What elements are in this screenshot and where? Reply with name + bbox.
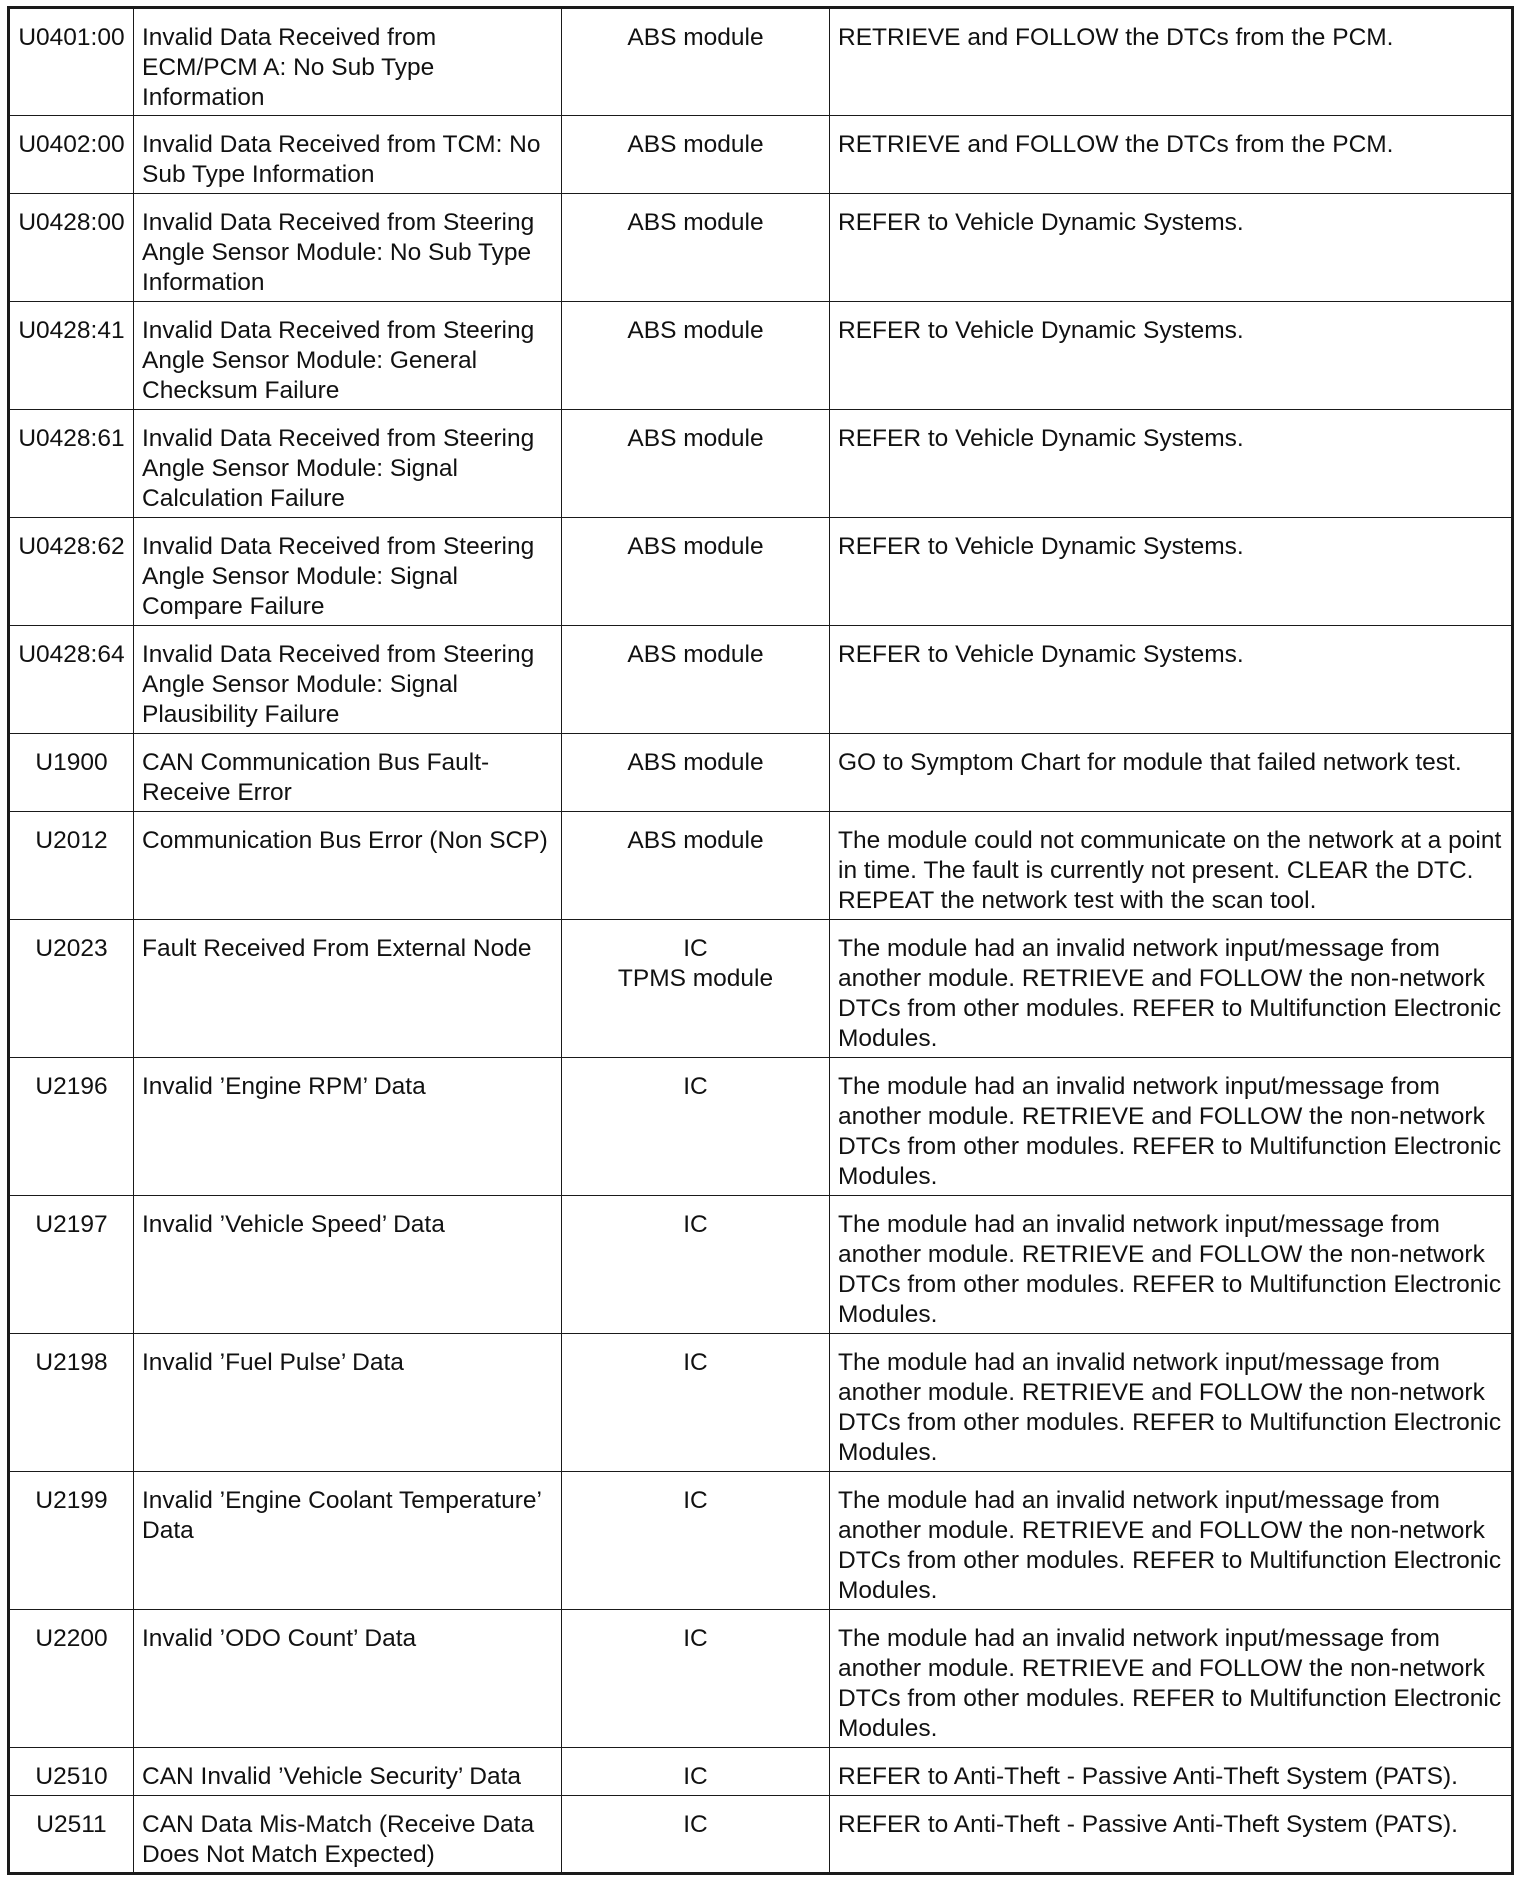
dtc-code: U2023 [9,920,134,1058]
dtc-code: U0428:62 [9,518,134,626]
dtc-description: Invalid Data Received from ECM/PCM A: No Sub Type Information [134,8,562,116]
dtc-code: U2511 [9,1796,134,1874]
dtc-module [562,194,830,302]
table-row [9,1796,1513,1874]
module-name: ABS module [627,749,764,776]
module-name: IC [683,1073,708,1100]
dtc-action: REFER to Vehicle Dynamic Systems. [830,410,1513,518]
dtc-module [562,812,830,920]
dtc-description: Invalid Data Received from Steering Angle Sensor Module: General Checksum Failure [134,302,562,410]
module-name: IC [683,1811,708,1838]
dtc-module [562,8,830,116]
module-name: TPMS module [617,965,774,992]
dtc-module [562,734,830,812]
dtc-description: CAN Data Mis-Match (Receive Data Does Not Match Expected) [134,1796,562,1874]
dtc-table [7,6,1514,1875]
dtc-description: Invalid Data Received from Steering Angle Sensor Module: Signal Plausibility Failure [134,626,562,734]
dtc-action: The module had an invalid network input/message from another module. RETRIEVE and FOLLOW the non-network DTCs from other modules. REFER to Multifunction Electronic Modules. [830,1610,1513,1748]
dtc-action: The module had an invalid network input/message from another module. RETRIEVE and FOLLOW the non-network DTCs from other modules. REFER to Multifunction Electronic Modules. [830,1472,1513,1610]
table-row [9,626,1513,734]
dtc-table-body [9,8,1513,1874]
module-name: ABS module [627,533,764,560]
dtc-code: U0428:41 [9,302,134,410]
dtc-action: The module had an invalid network input/message from another module. RETRIEVE and FOLLOW the non-network DTCs from other modules. REFER to Multifunction Electronic Modules. [830,1058,1513,1196]
table-row [9,410,1513,518]
dtc-module [562,410,830,518]
dtc-description: Invalid ’ODO Count’ Data [134,1610,562,1748]
table-row [9,194,1513,302]
dtc-description: Communication Bus Error (Non SCP) [134,812,562,920]
dtc-description: Fault Received From External Node [134,920,562,1058]
dtc-description: Invalid ’Engine RPM’ Data [134,1058,562,1196]
dtc-action: REFER to Anti-Theft - Passive Anti-Theft System (PATS). [830,1796,1513,1874]
module-name: ABS module [627,317,764,344]
dtc-module [562,518,830,626]
dtc-action: GO to Symptom Chart for module that failed network test. [830,734,1513,812]
dtc-code: U0428:00 [9,194,134,302]
module-name: ABS module [627,24,764,51]
table-row [9,734,1513,812]
dtc-code: U0428:61 [9,410,134,518]
dtc-module [562,116,830,194]
module-name: ABS module [627,641,764,668]
dtc-code: U0401:00 [9,8,134,116]
dtc-module [562,1334,830,1472]
dtc-action: REFER to Vehicle Dynamic Systems. [830,626,1513,734]
dtc-description: Invalid Data Received from Steering Angle Sensor Module: No Sub Type Information [134,194,562,302]
dtc-description: Invalid Data Received from Steering Angle Sensor Module: Signal Compare Failure [134,518,562,626]
dtc-code: U2012 [9,812,134,920]
module-name: ABS module [627,425,764,452]
dtc-module [562,1796,830,1874]
dtc-action: REFER to Vehicle Dynamic Systems. [830,518,1513,626]
table-row [9,1472,1513,1610]
module-name: ABS module [627,209,764,236]
table-row [9,116,1513,194]
table-row [9,812,1513,920]
dtc-code: U2510 [9,1748,134,1796]
dtc-module [562,1748,830,1796]
dtc-description: CAN Invalid ’Vehicle Security’ Data [134,1748,562,1796]
dtc-module [562,1196,830,1334]
dtc-action: REFER to Vehicle Dynamic Systems. [830,194,1513,302]
dtc-action: RETRIEVE and FOLLOW the DTCs from the PCM. [830,8,1513,116]
dtc-code: U0428:64 [9,626,134,734]
dtc-code: U0402:00 [9,116,134,194]
dtc-action: The module had an invalid network input/message from another module. RETRIEVE and FOLLOW the non-network DTCs from other modules. REFER to Multifunction Electronic Modules. [830,1334,1513,1472]
dtc-module [562,920,830,1058]
module-name: ABS module [627,827,764,854]
dtc-action: RETRIEVE and FOLLOW the DTCs from the PCM. [830,116,1513,194]
dtc-description: Invalid ’Engine Coolant Temperature’ Data [134,1472,562,1610]
module-name: IC [683,1211,708,1238]
table-row [9,1058,1513,1196]
table-row [9,1610,1513,1748]
dtc-action: REFER to Vehicle Dynamic Systems. [830,302,1513,410]
dtc-description: Invalid ’Vehicle Speed’ Data [134,1196,562,1334]
module-name: IC [683,1625,708,1652]
dtc-description: Invalid ’Fuel Pulse’ Data [134,1334,562,1472]
table-row [9,302,1513,410]
dtc-code: U1900 [9,734,134,812]
module-name: IC [683,1487,708,1514]
table-row [9,1334,1513,1472]
module-name: ABS module [627,131,764,158]
dtc-module [562,1610,830,1748]
table-row [9,1196,1513,1334]
table-row [9,1748,1513,1796]
dtc-description: CAN Communication Bus Fault-Receive Error [134,734,562,812]
table-row [9,920,1513,1058]
module-name: IC [683,935,708,962]
dtc-code: U2196 [9,1058,134,1196]
dtc-module [562,1058,830,1196]
table-row [9,518,1513,626]
dtc-code: U2200 [9,1610,134,1748]
module-name: IC [683,1763,708,1790]
table-row [9,8,1513,116]
dtc-code: U2199 [9,1472,134,1610]
dtc-module [562,626,830,734]
dtc-action: The module had an invalid network input/message from another module. RETRIEVE and FOLLOW the non-network DTCs from other modules. REFER to Multifunction Electronic Modules. [830,920,1513,1058]
module-name: IC [683,1349,708,1376]
dtc-module [562,1472,830,1610]
dtc-description: Invalid Data Received from TCM: No Sub Type Information [134,116,562,194]
dtc-code: U2197 [9,1196,134,1334]
dtc-code: U2198 [9,1334,134,1472]
dtc-description: Invalid Data Received from Steering Angle Sensor Module: Signal Calculation Failure [134,410,562,518]
dtc-action: The module had an invalid network input/message from another module. RETRIEVE and FOLLOW the non-network DTCs from other modules. REFER to Multifunction Electronic Modules. [830,1196,1513,1334]
dtc-action: REFER to Anti-Theft - Passive Anti-Theft System (PATS). [830,1748,1513,1796]
dtc-module [562,302,830,410]
dtc-action: The module could not communicate on the network at a point in time. The fault is currently not present. CLEAR the DTC. REPEAT the network test with the scan tool. [830,812,1513,920]
